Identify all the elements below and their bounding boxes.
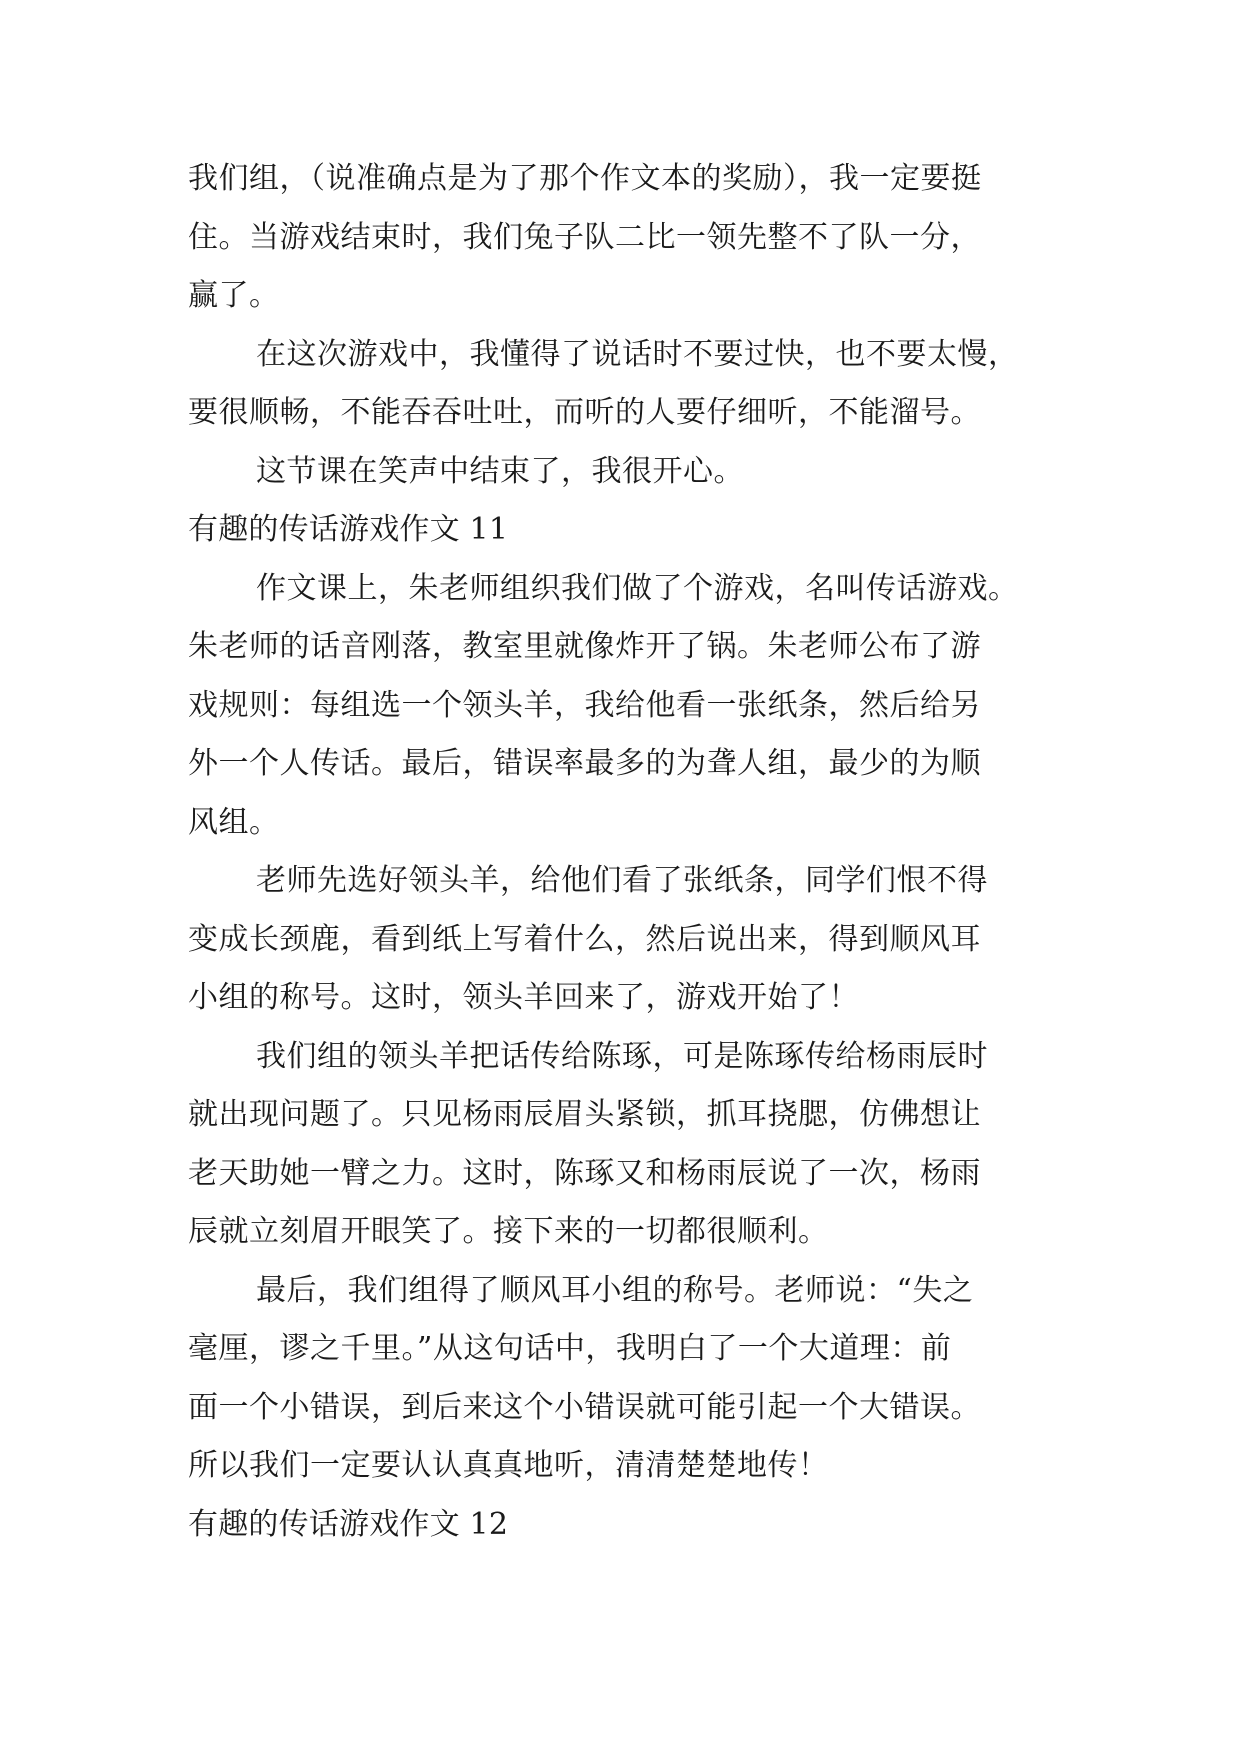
text-line: 所以我们一定要认认真真地听，清清楚楚地传！ (188, 1448, 829, 1483)
text-line: 小组的称号。这时，领头羊回来了，游戏开始了！ (188, 980, 859, 1015)
paragraph-first-line: 老师先选好领头羊，给他们看了张纸条，同学们恨不得 (256, 863, 988, 898)
paragraph-first-line: 最后，我们组得了顺风耳小组的称号。老师说：“失之 (256, 1272, 974, 1308)
text-line: 我们组，（说准确点是为了那个作文本的奖励），我一定要挺 (188, 161, 982, 196)
text-line: 毫厘，谬之千里。”从这句话中，我明白了一个大道理：前 (188, 1331, 952, 1366)
text-line: 赢了。 (188, 278, 280, 313)
paragraph-first-line: 在这次游戏中，我懂得了说话时不要过快，也不要太慢， (256, 336, 1019, 372)
text-line: 戏规则：每组选一个领头羊，我给他看一张纸条，然后给另 (188, 687, 981, 723)
text-line: 面一个小错误，到后来这个小错误就可能引起一个大错误。 (188, 1389, 981, 1425)
paragraph-first-line: 我们组的领头羊把话传给陈琢，可是陈琢传给杨雨辰时 (256, 1038, 988, 1074)
paragraph-first-line: 这节课在笑声中结束了，我很开心。 (256, 453, 744, 489)
text-line: 老天助她一臂之力。这时，陈琢又和杨雨辰说了一次，杨雨 (188, 1155, 981, 1191)
text-line: 变成长颈鹿，看到纸上写着什么，然后说出来，得到顺风耳 (188, 921, 981, 957)
text-line: 住。当游戏结束时，我们兔子队二比一领先整不了队一分， (188, 219, 981, 255)
text-line: 外一个人传话。最后，错误率最多的为聋人组，最少的为顺 (188, 746, 981, 781)
text-line: 风组。 (188, 804, 280, 840)
section-heading: 有趣的传话游戏作文 12 (188, 1506, 509, 1542)
text-line: 要很顺畅，不能吞吞吐吐，而听的人要仔细听，不能溜号。 (188, 395, 981, 430)
document-body (188, 150, 1068, 1554)
section-heading: 有趣的传话游戏作文 11 (188, 512, 509, 547)
text-line: 就出现问题了。只见杨雨辰眉头紧锁，抓耳挠腮，仿佛想让 (188, 1097, 981, 1132)
paragraph-first-line: 作文课上，朱老师组织我们做了个游戏，名叫传话游戏。 (256, 570, 1019, 606)
text-line: 朱老师的话音刚落，教室里就像炸开了锅。朱老师公布了游 (188, 629, 981, 664)
text-line: 辰就立刻眉开眼笑了。接下来的一切都很顺利。 (188, 1214, 829, 1249)
